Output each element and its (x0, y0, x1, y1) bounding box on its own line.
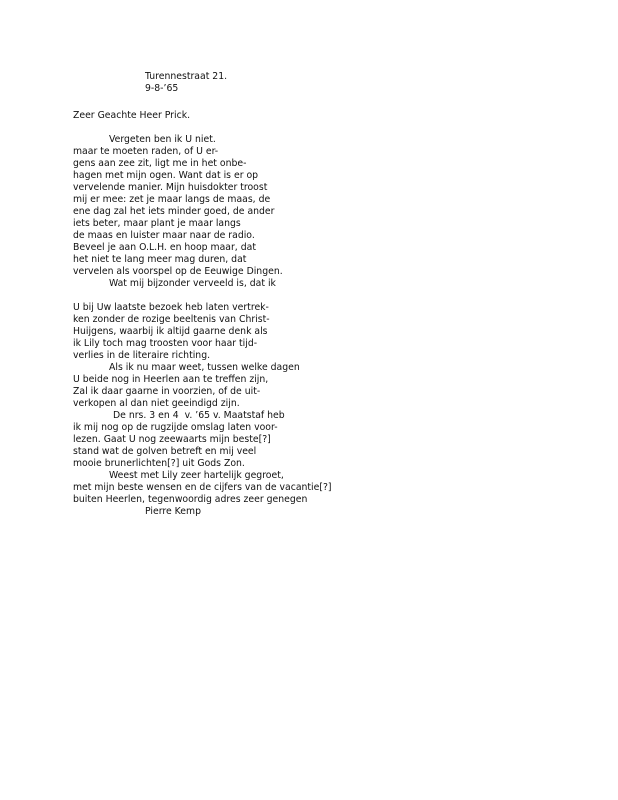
letter-line: Weest met Lily zeer hartelijk gegroet, (109, 470, 284, 481)
letter-line: het niet te lang meer mag duren, dat (73, 254, 247, 265)
letter-line: maar te moeten raden, of U er- (73, 146, 219, 157)
letter-line: lezen. Gaat U nog zeewaarts mijn beste[?] (73, 434, 271, 445)
letter-line: mooie brunerlichten[?] uit Gods Zon. (73, 458, 245, 469)
letter-line: met mijn beste wensen en de cijfers van de vacantie[?] (73, 482, 332, 493)
letter-line: De nrs. 3 en 4 v. ’65 v. Maatstaf heb (113, 410, 285, 421)
letter-line: iets beter, maar plant je maar langs (73, 218, 241, 229)
letter-line: U beide nog in Heerlen aan te treffen zijn, (73, 374, 269, 385)
letter-line: mij er mee: zet je maar langs de maas, de (73, 194, 271, 205)
letter-line: gens aan zee zit, ligt me in het onbe- (73, 158, 247, 169)
letter-line: vervelen als voorspel op de Eeuwige Dingen. (73, 266, 283, 277)
letter-line: ken zonder de rozige beeltenis van Christ- (73, 314, 270, 325)
letter-line: stand wat de golven betreft en mij veel (73, 446, 257, 457)
letter-address: Turennestraat 21. (145, 71, 228, 82)
letter-line: Als ik nu maar weet, tussen welke dagen (109, 362, 300, 373)
letter-line: ik Lily toch mag troosten voor haar tijd- (73, 338, 258, 349)
letter-salutation: Zeer Geachte Heer Prick. (73, 110, 191, 121)
letter-line: verlies in de literaire richting. (73, 350, 211, 361)
letter-line: buiten Heerlen, tegenwoordig adres zeer genegen (73, 494, 308, 505)
letter-line: de maas en luister maar naar de radio. (73, 230, 255, 241)
letter-line: verkopen al dan niet geeindigd zijn. (73, 398, 240, 409)
letter-line: Wat mij bijzonder verveeld is, dat ik (109, 278, 276, 289)
letter-signature: Pierre Kemp (145, 506, 201, 517)
letter-line: ik mij nog op de rugzijde omslag laten voor- (73, 422, 278, 433)
letter-line: Huijgens, waarbij ik altijd gaarne denk als (73, 326, 268, 337)
letter-line: vervelende manier. Mijn huisdokter troost (73, 182, 268, 193)
letter-date: 9-8-’65 (145, 83, 179, 94)
letter-line: U bij Uw laatste bezoek heb laten vertrek- (73, 302, 269, 313)
letter-line: Zal ik daar gaarne in voorzien, of de uit- (73, 386, 261, 397)
letter-line: Beveel je aan O.L.H. en hoop maar, dat (73, 242, 256, 253)
letter-line: ene dag zal het iets minder goed, de ander (73, 206, 275, 217)
letter-line: hagen met mijn ogen. Want dat is er op (73, 170, 259, 181)
letter-line: Vergeten ben ik U niet. (109, 134, 216, 145)
